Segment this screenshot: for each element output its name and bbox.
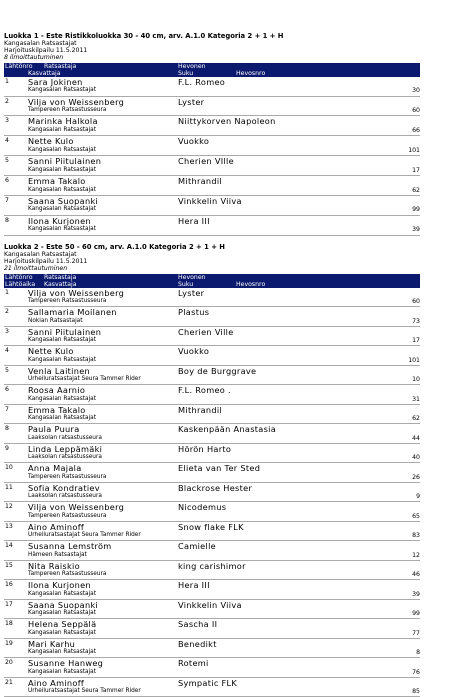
horse-name: Mithrandil xyxy=(178,404,223,415)
rider-name: Nette Kulo xyxy=(28,136,74,147)
table-row xyxy=(4,216,420,236)
horse-number: 73 xyxy=(412,317,420,325)
rider-name: Aino Aminoff xyxy=(28,677,85,688)
horse-number: 17 xyxy=(412,337,420,345)
horse-name: Boy de Burggrave xyxy=(178,365,257,376)
rider-name: Aino Aminoff xyxy=(28,521,85,532)
class-1-section xyxy=(4,32,420,236)
horse-name: Hörön Harto xyxy=(178,443,232,454)
horse-number: 99 xyxy=(412,206,420,214)
rider-name: Sanni Piitulainen xyxy=(28,156,102,167)
horse-number: 8 xyxy=(416,649,420,657)
horse-name: Kaskenpään Anastasia xyxy=(178,424,277,435)
entry-count: 21 ilmoittautuminen xyxy=(4,265,68,273)
rider-name: Nette Kulo xyxy=(28,346,74,357)
horse-number: 40 xyxy=(412,454,420,462)
rider-club: Tampereen Ratsastusseura xyxy=(28,571,107,578)
horse-number: 9 xyxy=(416,493,420,501)
horse-name: Vuokko xyxy=(178,346,210,357)
horse-name: F.L. Romeo . xyxy=(178,385,231,396)
start-number: 19 xyxy=(5,639,13,647)
class-title: Luokka 2 - Este 50 - 60 cm, arv. A.1.0 Kategoria 2 + 1 + H xyxy=(4,243,225,251)
rider-name: Saana Suopanki xyxy=(28,599,99,610)
start-number: 4 xyxy=(5,137,9,145)
rider-name: Helena Seppälä xyxy=(28,619,97,630)
rider-club: Kangasalan Ratsastajat xyxy=(28,186,96,193)
rider-club: Tampereen Ratsastusseura xyxy=(28,298,107,305)
start-number: 6 xyxy=(5,177,9,185)
rider-name: Susanne Hanweg xyxy=(28,658,104,669)
header-rider: Ratsastaja xyxy=(44,62,77,70)
start-number: 21 xyxy=(5,678,13,686)
rider-name: Emma Takalo xyxy=(28,404,86,415)
horse-number: 85 xyxy=(412,688,420,696)
event-name: Harjoituskilpailu 11.5.2011 xyxy=(4,258,88,266)
header-start-time: Lähtöaika xyxy=(5,280,36,288)
horse-number: 31 xyxy=(412,395,420,403)
header-breeder: Kasvattaja xyxy=(44,280,77,288)
horse-name: Vinkkelin Viiva xyxy=(178,599,242,610)
horse-number: 60 xyxy=(412,107,420,114)
start-number: 12 xyxy=(5,503,13,511)
rider-club: Urheiluratsastajat Seura Tammer Rider xyxy=(28,688,141,695)
horse-name: Lyster xyxy=(178,287,205,298)
table-row xyxy=(4,405,420,425)
rider-name: Vilja von Weissenberg xyxy=(28,502,125,513)
horse-name: Mithrandil xyxy=(178,176,223,187)
rider-club: Kangasalan Ratsastajat xyxy=(28,395,96,402)
horse-number: 65 xyxy=(412,512,420,520)
table-row xyxy=(4,619,420,639)
start-number: 15 xyxy=(5,561,13,569)
table-row xyxy=(4,196,420,216)
rider-name: Anna Majala xyxy=(28,463,82,474)
horse-name: Vinkkelin Viiva xyxy=(178,195,242,206)
horse-number: 60 xyxy=(412,298,420,306)
horse-name: Cherien VIlle xyxy=(178,156,234,167)
rider-name: Linda Leppämäki xyxy=(28,443,103,454)
table-row xyxy=(4,483,420,503)
horse-number: 12 xyxy=(412,551,420,559)
horse-name: Sascha II xyxy=(178,619,218,630)
rider-name: Sara Jokinen xyxy=(28,76,83,87)
horse-number: 30 xyxy=(412,87,420,95)
horse-name: Rotemi xyxy=(178,658,209,669)
class-title: Luokka 1 - Este Ristikkoluokka 30 - 40 cm, arv. A.1.0 Kategoria 2 + 1 + H xyxy=(4,32,284,40)
start-number: 7 xyxy=(5,196,9,204)
horse-number: 46 xyxy=(412,571,420,579)
table-row xyxy=(4,502,420,522)
horse-name: Elieta van Ter Sted xyxy=(178,463,261,474)
table-row xyxy=(4,116,420,136)
horse-number: 101 xyxy=(408,146,420,154)
start-number: 6 xyxy=(5,386,9,394)
class-2-section xyxy=(4,243,420,697)
start-number: 13 xyxy=(5,522,13,530)
rider-name: Roosa Aarnio xyxy=(28,385,86,396)
rider-club: Laaksolan ratsastusseura xyxy=(28,493,102,500)
horse-number: 17 xyxy=(412,166,420,174)
start-number: 17 xyxy=(5,600,13,608)
table-row xyxy=(4,346,420,366)
horse-number: 44 xyxy=(412,434,420,442)
rider-name: Ilona Kurjonen xyxy=(28,215,91,226)
rider-name: Marinka Halkola xyxy=(28,116,98,127)
start-number: 8 xyxy=(5,425,9,433)
horse-number: 39 xyxy=(412,226,420,234)
rider-club: Kangasalan Ratsastajat xyxy=(28,356,96,363)
table-row xyxy=(4,444,420,464)
rider-club: Kangasalan Ratsastajat xyxy=(28,126,96,133)
rider-club: Kangasalan Ratsastajat xyxy=(28,668,96,675)
horse-number: 66 xyxy=(412,126,420,134)
rider-name: Saana Suopanki xyxy=(28,195,99,206)
horse-name: Vuokko xyxy=(178,136,210,147)
horse-number: 39 xyxy=(412,590,420,598)
horse-name: Hera III xyxy=(178,215,210,226)
horse-name: Blackrose Hester xyxy=(178,482,253,493)
table-row xyxy=(4,156,420,176)
horse-number: 83 xyxy=(412,532,420,540)
table-row xyxy=(4,307,420,327)
rider-name: Paula Puura xyxy=(28,424,80,435)
start-number: 5 xyxy=(5,157,9,165)
start-number: 5 xyxy=(5,366,9,374)
table-row xyxy=(4,77,420,97)
start-number: 10 xyxy=(5,464,13,472)
rider-club: Kangasalan Ratsastajat xyxy=(28,629,96,636)
start-number: 18 xyxy=(5,620,13,628)
rider-club: Tampereen Ratsastusseura xyxy=(28,107,107,113)
table-row xyxy=(4,327,420,347)
horse-name: Nicodemus xyxy=(178,502,227,513)
table-row xyxy=(4,580,420,600)
start-number: 2 xyxy=(5,308,9,316)
rider-club: Kangasalan Ratsastajat xyxy=(28,226,96,233)
horse-number: 101 xyxy=(408,356,420,364)
rider-name: Venla Laitinen xyxy=(28,365,91,376)
horse-number: 62 xyxy=(412,415,420,423)
rider-club: Urheiluratsastajat Seura Tammer Rider xyxy=(28,532,141,539)
start-number: 2 xyxy=(5,97,9,105)
start-number: 4 xyxy=(5,347,9,355)
horse-name: Sympatic FLK xyxy=(178,677,238,688)
horse-number: 77 xyxy=(412,629,420,637)
event-name: Harjoituskilpailu 11.5.2011 xyxy=(4,47,88,55)
table-row xyxy=(4,366,420,386)
start-number: 9 xyxy=(5,444,9,452)
rider-club: Kangasalan Ratsastajat xyxy=(28,590,96,597)
header-start-no: Lähtönro xyxy=(5,273,33,281)
rider-club: Kangasalan Ratsastajat xyxy=(28,166,96,173)
rider-name: Vilja von Weissenberg xyxy=(28,96,125,107)
table-row xyxy=(4,541,420,561)
horse-name: Lyster xyxy=(178,96,205,107)
table-row xyxy=(4,463,420,483)
rider-club: Hämeen Ratsastajat xyxy=(28,551,87,558)
horse-name: Cherien Ville xyxy=(178,326,234,337)
rider-name: Susanna Lemström xyxy=(28,541,112,552)
start-number: 14 xyxy=(5,542,13,550)
header-breeder: Kasvattaja xyxy=(28,69,61,77)
rider-club: Kangasalan Ratsastajat xyxy=(28,206,96,213)
start-number: 20 xyxy=(5,659,13,667)
start-number: 1 xyxy=(5,288,9,296)
start-number: 1 xyxy=(5,77,9,85)
rider-name: Sallamaria Moilanen xyxy=(28,307,117,318)
table-row xyxy=(4,136,420,156)
table-row xyxy=(4,658,420,678)
organizer: Kangasalan Ratsastajat xyxy=(4,251,77,258)
rider-club: Kangasalan Ratsastajat xyxy=(28,87,96,94)
table-row xyxy=(4,385,420,405)
horse-name: F.L. Romeo xyxy=(178,76,226,87)
rider-club: Nokian Ratsastajat xyxy=(28,317,83,324)
table-row xyxy=(4,288,420,308)
header-horse: Hevonen xyxy=(178,62,206,70)
rider-name: Nita Raiskio xyxy=(28,560,80,571)
horse-number: 76 xyxy=(412,668,420,676)
header-rider: Ratsastaja xyxy=(44,273,77,281)
header-pedigree: Suku xyxy=(178,280,194,288)
rider-club: Kangasalan Ratsastajat xyxy=(28,649,96,656)
horse-name: Niittykorven Napoleon xyxy=(178,116,276,127)
table-row xyxy=(4,561,420,581)
horse-name: Camielle xyxy=(178,541,217,552)
rider-club: Kangasalan Ratsastajat xyxy=(28,415,96,422)
table-row xyxy=(4,424,420,444)
horse-name: Benedikt xyxy=(178,638,217,649)
start-number: 7 xyxy=(5,405,9,413)
horse-name: king carishimor xyxy=(178,560,246,571)
rider-club: Kangasalan Ratsastajat xyxy=(28,337,96,344)
header-horse-no: Hevosnro xyxy=(236,280,266,288)
rider-name: Vilja von Weissenberg xyxy=(28,287,125,298)
header-horse: Hevonen xyxy=(178,273,206,281)
organizer: Kangasalan Ratsastajat xyxy=(4,40,77,47)
table-row xyxy=(4,97,420,117)
table-header xyxy=(4,274,420,288)
horse-name: Snow flake FLK xyxy=(178,521,244,532)
rider-club: Urheiluratsastajat Seura Tammer Rider xyxy=(28,376,141,383)
table-row xyxy=(4,176,420,196)
start-number: 8 xyxy=(5,216,9,224)
rider-name: Sanni Piitulainen xyxy=(28,326,102,337)
rider-name: Emma Takalo xyxy=(28,176,86,187)
header-pedigree: Suku xyxy=(178,69,194,77)
rider-club: Kangasalan Ratsastajat xyxy=(28,146,96,153)
start-number: 11 xyxy=(5,483,13,491)
rider-name: Sofia Kondratiev xyxy=(28,482,100,493)
rider-club: Laaksolan ratsastusseura xyxy=(28,454,102,461)
entries-list xyxy=(4,77,420,236)
start-number: 16 xyxy=(5,581,13,589)
rider-club: Kangasalan Ratsastajat xyxy=(28,610,96,617)
horse-number: 62 xyxy=(412,186,420,194)
entry-count: 8 ilmoittautuminen xyxy=(4,54,64,62)
rider-name: Mari Karhu xyxy=(28,638,76,649)
table-row xyxy=(4,522,420,542)
start-number: 3 xyxy=(5,117,9,125)
rider-club: Tampereen Ratsastusseura xyxy=(28,473,107,480)
horse-number: 26 xyxy=(412,473,420,481)
table-row xyxy=(4,678,420,697)
start-number: 3 xyxy=(5,327,9,335)
rider-name: Ilona Kurjonen xyxy=(28,580,91,591)
header-horse-no: Hevosnro xyxy=(236,69,266,77)
rider-club: Tampereen Ratsastusseura xyxy=(28,512,107,519)
table-row xyxy=(4,600,420,620)
horse-name: Plastus xyxy=(178,307,210,318)
table-row xyxy=(4,639,420,659)
horse-number: 10 xyxy=(412,376,420,384)
rider-club: Laaksolan ratsastusseura xyxy=(28,434,102,441)
entries-list xyxy=(4,288,420,697)
table-header xyxy=(4,63,420,77)
header-start-no: Lähtönro xyxy=(5,62,33,70)
horse-number: 99 xyxy=(412,610,420,618)
horse-name: Hera III xyxy=(178,580,210,591)
